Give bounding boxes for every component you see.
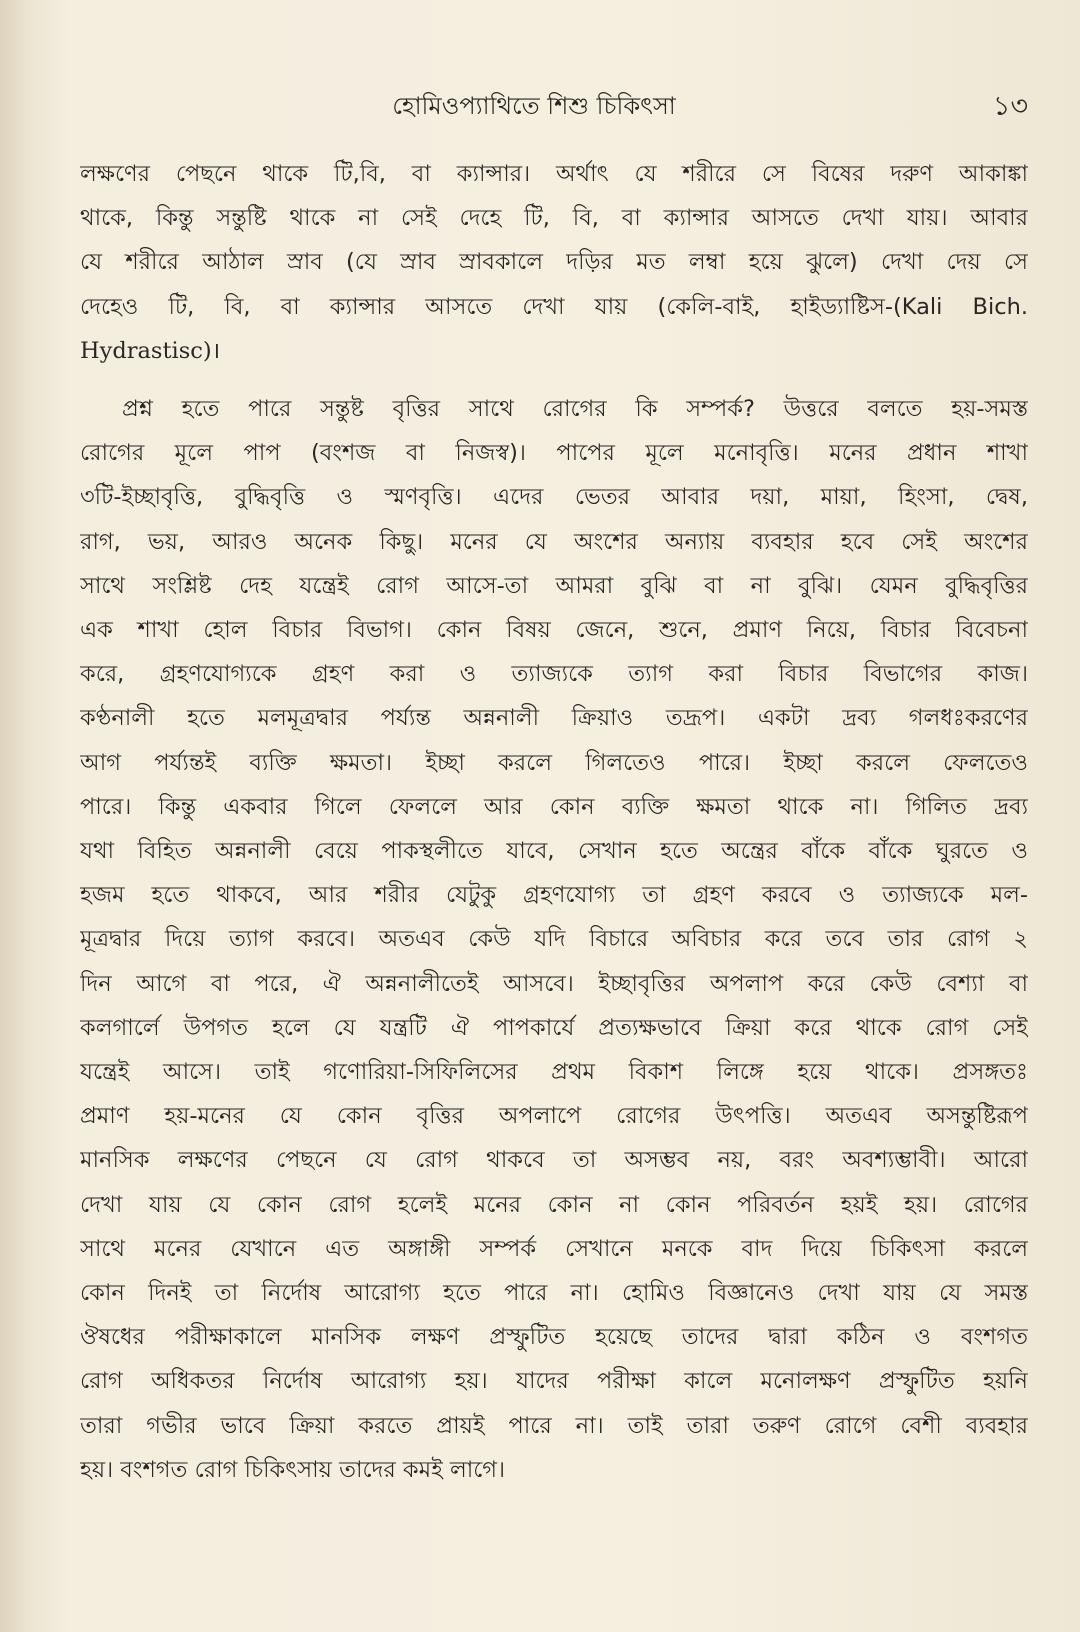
text-line: লক্ষণের পেছনে থাকে টি,বি, বা ক্যান্সার। অর্থাৎ যে শরীরে সে বিষের দরুণ আকাঙ্কা [80, 161, 1028, 187]
text-line: করে, গ্রহণযোগ্যকে গ্রহণ করা ও ত্যাজ্যকে ত্যাগ করা বিচার বিভাগের কাজ। [80, 661, 1028, 688]
text-line: প্রমাণ হয়-মনের যে কোন বৃত্তির অপলাপে রোগের উৎপত্তি। অতএব অসন্তুষ্টিরূপ [80, 1103, 1028, 1130]
text-line: যন্ত্রেই আসে। তাই গণোরিয়া-সিফিলিসের প্রথম বিকাশ লিঙ্গে হয়ে থাকে। প্রসঙ্গতঃ [80, 1059, 1028, 1086]
paragraph-1 [80, 152, 1028, 373]
text-line: হজম হতে থাকবে, আর শরীর যেটুকু গ্রহণযোগ্য তা গ্রহণ করবে ও ত্যাজ্যকে মল- [80, 882, 1028, 909]
text-line: ৩টি-ইচ্ছাবৃত্তি, বুদ্ধিবৃত্তি ও স্মণবৃত্তি। এদের ভেতর আবার দয়া, মায়া, হিংসা, দ্বেষ, [80, 484, 1028, 511]
text-line: কোন দিনই তা নির্দোষ আরোগ্য হতে পারে না। হোমিও বিজ্ঞানেও দেখা যায় যে সমস্ত [80, 1280, 1028, 1307]
text-line: রাগ, ভয়, আরও অনেক কিছু। মনের যে অংশের অন্যায় ব্যবহার হবে সেই অংশের [80, 528, 1028, 555]
text-line: সাথে সংশ্লিষ্ট দেহ যন্ত্রেই রোগ আসে-তা আমরা বুঝি বা না বুঝি। যেমন বুদ্ধিবৃত্তির [80, 572, 1028, 599]
page-header [80, 88, 1028, 128]
text-line: দেখা যায় যে কোন রোগ হলেই মনের কোন না কোন পরিবর্তন হয়ই হয়। রোগের [80, 1191, 1028, 1218]
text-line: রোগের মূলে পাপ (বংশজ বা নিজস্ব)। পাপের মূলে মনোবৃত্তি। মনের প্রধান শাখা [80, 440, 1028, 467]
text-line: সাথে মনের যেখানে এত অঙ্গাঙ্গী সম্পর্ক সেখানে মনকে বাদ দিয়ে চিকিৎসা করলে [80, 1235, 1028, 1262]
paragraph-2 [80, 387, 1028, 1492]
text-line: দেহেও টি, বি, বা ক্যান্সার আসতে দেখা যায় (কেলি-বাই, হাইড্যাষ্টিস-(Kali Bich. [80, 293, 1028, 320]
text-line: দিন আগে বা পরে, ঐ অন্ননালীতেই আসবে। ইচ্ছাবৃত্তির অপলাপ করে কেউ বেশ্যা বা [80, 970, 1028, 997]
text-line: থাকে, কিন্তু সন্তুষ্টি থাকে না সেই দেহে টি, বি, বা ক্যান্সার আসতে দেখা যায়। আবার [80, 205, 1028, 232]
text-line: মূত্রদ্বার দিয়ে ত্যাগ করবে। অতএব কেউ যদি বিচারে অবিচার করে তবে তার রোগ ২ [80, 926, 1028, 953]
text-line: আগ পর্য্যন্তই ব্যক্তি ক্ষমতা। ইচ্ছা করলে গিলতেও পারে। ইচ্ছা করলে ফেলতেও [80, 749, 1028, 776]
text-line: যথা বিহিত অন্ননালী বেয়ে পাকস্থলীতে যাবে, সেখান হতে অন্ত্রের বাঁকে বাঁকে ঘুরতে ও [80, 838, 1028, 865]
text-line: Hydrastisc)। [80, 337, 221, 364]
text-line: রোগ অধিকতর নির্দোষ আরোগ্য হয়। যাদের পরীক্ষা কালে মনোলক্ষণ প্রস্ফুটিত হয়নি [80, 1368, 1028, 1395]
text-line: তারা গভীর ভাবে ক্রিয়া করতে প্রায়ই পারে না। তাই তারা তরুণ রোগে বেশী ব্যবহার [80, 1412, 1028, 1439]
page-number: ১৩ [992, 91, 1028, 122]
text-line: কলগার্লে উপগত হলে যে যন্ত্রটি ঐ পাপকার্যে প্রত্যক্ষভাবে ক্রিয়া করে থাকে রোগ সেই [80, 1014, 1028, 1041]
text-line: কণ্ঠনালী হতে মলমূত্রদ্বার পর্য্যন্ত অন্ননালী ক্রিয়াও তদ্রূপ। একটা দ্রব্য গলধঃকরণের [80, 705, 1028, 732]
text-line: ঔষধের পরীক্ষাকালে মানসিক লক্ষণ প্রস্ফুটিত হয়েছে তাদের দ্বারা কঠিন ও বংশগত [80, 1324, 1028, 1351]
text-line: এক শাখা হোল বিচার বিভাগ। কোন বিষয় জেনে, শুনে, প্রমাণ নিয়ে, বিচার বিবেচনা [80, 617, 1028, 644]
text-line: প্রশ্ন হতে পারে সন্তুষ্ট বৃত্তির সাথে রোগের কি সম্পর্ক? উত্তরে বলতে হয়-সমস্ত [122, 396, 1028, 423]
text-line: যে শরীরে আঠাল স্রাব (যে স্রাব স্রাবকালে দড়ির মত লম্বা হয়ে ঝুলে) দেখা দেয় সে [80, 249, 1028, 276]
text-line: পারে। কিন্তু একবার গিলে ফেললে আর কোন ব্যক্তি ক্ষমতা থাকে না। গিলিত দ্রব্য [80, 793, 1028, 820]
running-title: হোমিওপ্যাথিতে শিশু চিকিৎসা [392, 92, 676, 120]
text-line: হয়। বংশগত রোগ চিকিৎসায় তাদের কমই লাগে। [80, 1456, 506, 1483]
body-text [80, 152, 1028, 1492]
text-line: মানসিক লক্ষণের পেছনে যে রোগ থাকবে তা অসম্ভব নয়, বরং অবশ্যম্ভাবী। আরো [80, 1147, 1028, 1174]
